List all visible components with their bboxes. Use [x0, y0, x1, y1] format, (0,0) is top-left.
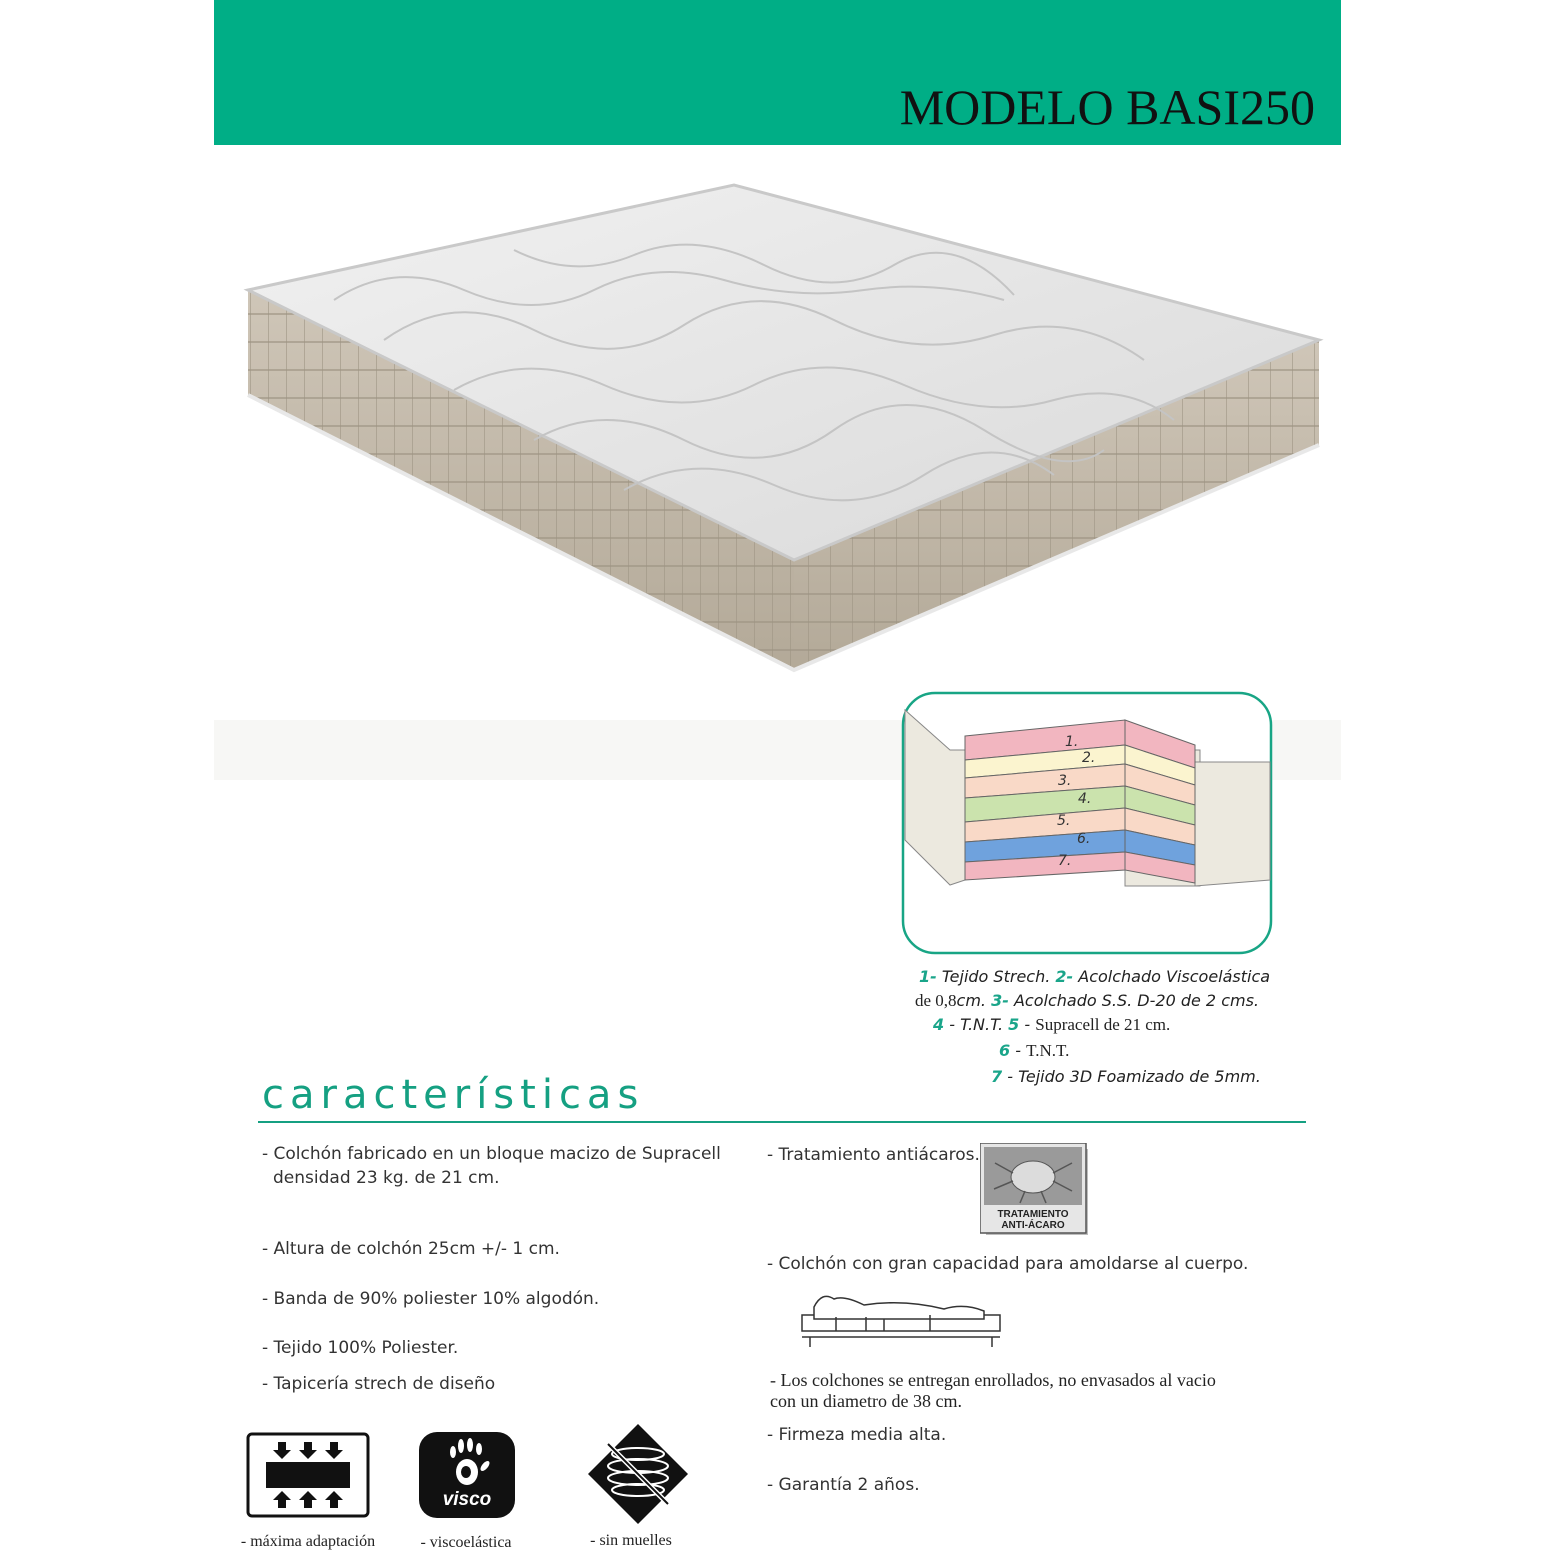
- legend-line-5: 7 - Tejido 3D Foamizado de 5mm.: [991, 1067, 1261, 1086]
- layer-label-4: 4.: [1078, 791, 1092, 807]
- legend-line-1: 1- Tejido Strech. 2- Acolchado Viscoelástica: [919, 967, 1271, 986]
- badge-line-2: ANTI-ÁCARO: [1001, 1220, 1065, 1231]
- feature-enrollados: - Los colchones se entregan enrollados, no envasados al vacio: [770, 1370, 1216, 1390]
- feature-densidad: densidad 23 kg. de 21 cm.: [273, 1168, 500, 1188]
- feature-altura: - Altura de colchón 25cm +/- 1 cm.: [262, 1239, 560, 1259]
- feature-antiacaros: - Tratamiento antiácaros.: [767, 1145, 980, 1165]
- section-divider: [258, 1121, 1306, 1123]
- feature-garantia: - Garantía 2 años.: [767, 1475, 920, 1495]
- feature-tejido: - Tejido 100% Poliester.: [262, 1338, 459, 1358]
- caption-viscoelastica: - viscoelástica: [420, 1534, 512, 1551]
- no-springs-icon: [586, 1422, 690, 1526]
- legend-line-4: 6 - T.N.T.: [999, 1041, 1070, 1060]
- feature-banda: - Banda de 90% poliester 10% algodón.: [262, 1289, 600, 1309]
- legend-line-3: 4 - T.N.T. 5 - Supracell de 21 cm.: [933, 1015, 1171, 1034]
- layer-label-2: 2.: [1082, 750, 1096, 766]
- layer-label-7: 7.: [1058, 853, 1072, 869]
- layer-label-1: 1.: [1065, 734, 1079, 750]
- feature-tapiceria: - Tapicería strech de diseño: [262, 1374, 496, 1394]
- feature-bloque: - Colchón fabricado en un bloque macizo de Supracell: [262, 1144, 721, 1164]
- caption-maxima-adaptacion: - máxima adaptación: [240, 1533, 376, 1550]
- layer-label-6: 6.: [1077, 831, 1091, 847]
- layer-label-3: 3.: [1058, 773, 1072, 789]
- feature-amoldarse: - Colchón con gran capacidad para amoldarse al cuerpo.: [767, 1254, 1249, 1274]
- body-adaptation-icon: [800, 1285, 1002, 1353]
- page-title: MODELO BASI250: [899, 79, 1315, 135]
- caption-sin-muelles: - sin muelles: [590, 1532, 672, 1549]
- feature-diametro: con un diametro de 38 cm.: [770, 1391, 962, 1411]
- anti-acaro-badge: [980, 1143, 1088, 1235]
- mattress-image: [214, 160, 1341, 780]
- layers-legend: [905, 963, 1275, 1093]
- section-title: características: [262, 1072, 645, 1118]
- layer-label-5: 5.: [1057, 813, 1071, 829]
- header-band: [214, 0, 1341, 145]
- compression-arrows-icon: [246, 1432, 370, 1518]
- layers-diagram: [900, 690, 1274, 956]
- legend-line-2: de 0,8cm. 3- Acolchado S.S. D-20 de 2 cms.: [915, 991, 1259, 1010]
- visco-label: visco: [442, 1489, 492, 1510]
- hand-print-icon: [419, 1432, 515, 1492]
- feature-firmeza: - Firmeza media alta.: [767, 1425, 947, 1445]
- visco-hand-icon: [419, 1432, 515, 1518]
- badge-line-1: TRATAMIENTO: [997, 1209, 1069, 1220]
